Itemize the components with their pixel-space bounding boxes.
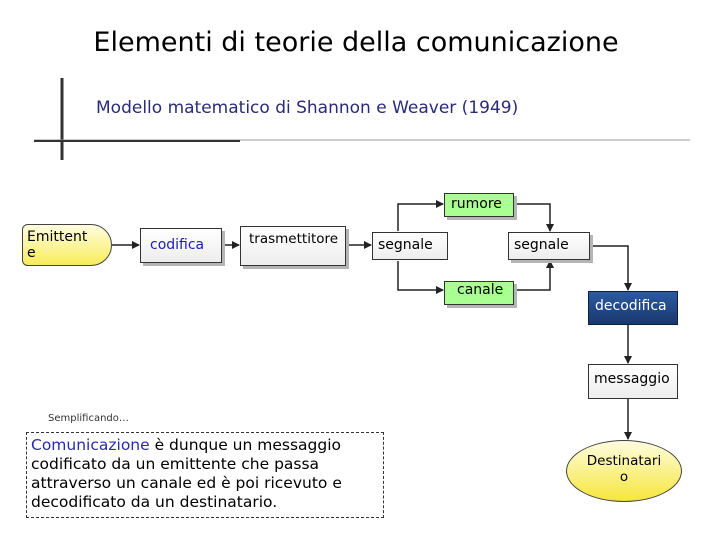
- node-trasmettitore: trasmettitore: [240, 226, 346, 266]
- arrow-canale-segnale: [514, 261, 550, 290]
- node-decodifica: decodifica: [588, 291, 678, 325]
- arrow-segnale-canale: [398, 261, 443, 290]
- arrow-segnale-decodifica: [590, 246, 628, 290]
- node-rumore: rumore: [444, 193, 514, 217]
- node-messaggio: messaggio: [588, 364, 678, 399]
- node-destinatario: Destinatari o: [566, 440, 682, 502]
- summary-box: [26, 432, 384, 518]
- summary-highlight: Comunicazione: [31, 436, 150, 454]
- page-title: Elementi di teorie della comunicazione: [93, 27, 619, 58]
- diagram-subtitle: Modello matematico di Shannon e Weaver (1949): [96, 98, 519, 118]
- node-segnale-receiver: segnale: [508, 232, 590, 260]
- arrow-segnale-rumore: [398, 204, 443, 231]
- summary-text: è dunque un messaggio codificato da un emittente che passa attraverso un canale ed è poi ricevuto e decodificato da un destinatario.: [31, 436, 342, 511]
- node-segnale-sender: segnale: [372, 232, 448, 260]
- node-emittente: Emittent e: [22, 224, 112, 266]
- arrow-rumore-segnale: [514, 204, 550, 231]
- node-canale: canale: [444, 281, 514, 305]
- note-label: Semplificando…: [48, 413, 129, 424]
- node-codifica: codifica: [140, 228, 222, 263]
